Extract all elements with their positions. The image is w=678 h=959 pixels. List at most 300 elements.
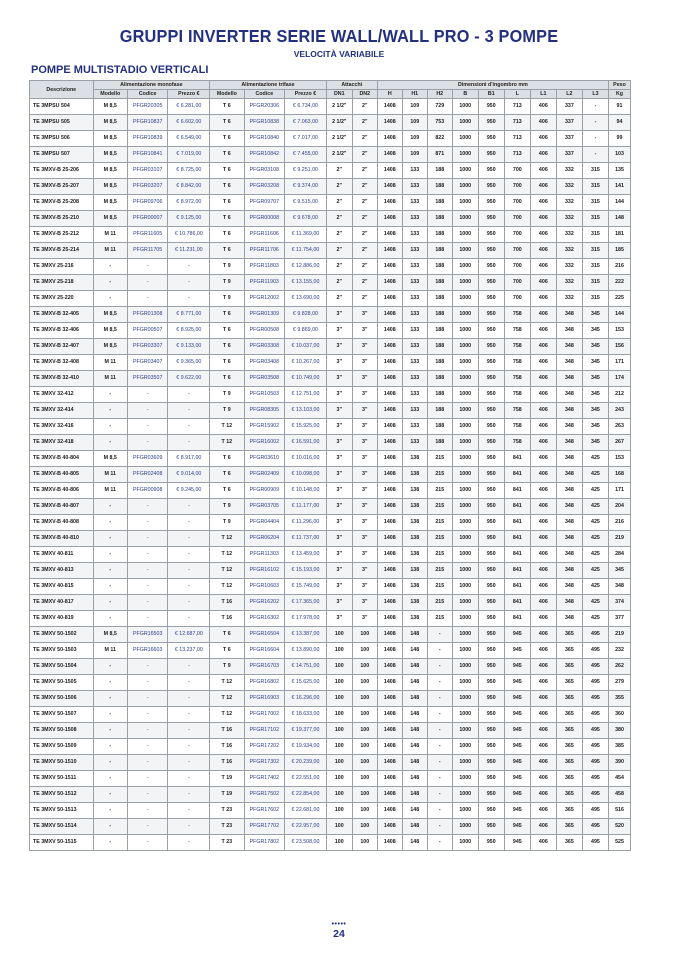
cell-dn2: 100 bbox=[352, 803, 377, 819]
cell-prezzo-tri: € 11.754,00 bbox=[285, 243, 327, 259]
cell-l1: 406 bbox=[530, 99, 556, 115]
cell-prezzo-mono: € 9.014,00 bbox=[168, 467, 210, 483]
cell-h2: 188 bbox=[427, 195, 452, 211]
cell-l2: 332 bbox=[556, 259, 582, 275]
cell-h1: 148 bbox=[402, 675, 427, 691]
cell-peso: 374 bbox=[609, 595, 631, 611]
cell-h1: 148 bbox=[402, 803, 427, 819]
cell-l3: 425 bbox=[582, 515, 608, 531]
cell-l: 841 bbox=[504, 499, 530, 515]
cell-dn1: 2" bbox=[326, 275, 352, 291]
cell-prezzo-tri: € 19.377,00 bbox=[285, 723, 327, 739]
cell-l2: 332 bbox=[556, 291, 582, 307]
cell-modello-tri: T 12 bbox=[210, 531, 244, 547]
cell-prezzo-mono: - bbox=[168, 803, 210, 819]
cell-b1: 950 bbox=[478, 227, 504, 243]
cell-dn1: 3" bbox=[326, 307, 352, 323]
cell-codice-mono: - bbox=[127, 755, 168, 771]
cell-l3: 315 bbox=[582, 227, 608, 243]
cell-prezzo-mono: € 10.786,00 bbox=[168, 227, 210, 243]
cell-peso: 355 bbox=[609, 691, 631, 707]
cell-descrizione: TE 3MPSU 505 bbox=[30, 115, 94, 131]
cell-prezzo-tri: € 11.296,00 bbox=[285, 515, 327, 531]
table-row bbox=[30, 819, 631, 835]
cell-descrizione: TE 3MXV-B 25-208 bbox=[30, 195, 94, 211]
cell-h1: 109 bbox=[402, 131, 427, 147]
table-row bbox=[30, 371, 631, 387]
cell-dn2: 3" bbox=[352, 403, 377, 419]
cell-prezzo-mono: - bbox=[168, 787, 210, 803]
cell-codice-mono: - bbox=[127, 659, 168, 675]
table-row bbox=[30, 323, 631, 339]
cell-dn2: 3" bbox=[352, 579, 377, 595]
cell-l2: 348 bbox=[556, 595, 582, 611]
footer-dots: ••••• bbox=[331, 921, 347, 928]
cell-h: 1408 bbox=[377, 547, 402, 563]
cell-prezzo-tri: € 12.886,00 bbox=[285, 259, 327, 275]
cell-b1: 950 bbox=[478, 467, 504, 483]
cell-codice-tri: PFGR03610 bbox=[244, 451, 285, 467]
cell-l1: 406 bbox=[530, 259, 556, 275]
cell-descrizione: TE 3MXV 25-218 bbox=[30, 275, 94, 291]
cell-l2: 332 bbox=[556, 179, 582, 195]
cell-l1: 406 bbox=[530, 771, 556, 787]
cell-modello-mono: - bbox=[93, 611, 127, 627]
cell-peso: 91 bbox=[609, 99, 631, 115]
cell-l3: 495 bbox=[582, 691, 608, 707]
cell-l3: - bbox=[582, 131, 608, 147]
cell-dn1: 3" bbox=[326, 403, 352, 419]
cell-dn2: 2" bbox=[352, 211, 377, 227]
cell-h: 1408 bbox=[377, 243, 402, 259]
cell-codice-mono: PFGR03609 bbox=[127, 451, 168, 467]
cell-b1: 950 bbox=[478, 419, 504, 435]
cell-h2: 215 bbox=[427, 451, 452, 467]
cell-h: 1408 bbox=[377, 179, 402, 195]
cell-l1: 406 bbox=[530, 355, 556, 371]
cell-h1: 133 bbox=[402, 419, 427, 435]
cell-prezzo-tri: € 22.854,00 bbox=[285, 787, 327, 803]
cell-b: 1000 bbox=[452, 611, 478, 627]
cell-l2: 348 bbox=[556, 307, 582, 323]
cell-l3: - bbox=[582, 99, 608, 115]
cell-b: 1000 bbox=[452, 163, 478, 179]
cell-l: 945 bbox=[504, 787, 530, 803]
cell-descrizione: TE 3MXV-B 32-406 bbox=[30, 323, 94, 339]
cell-peso: 525 bbox=[609, 835, 631, 851]
cell-dn2: 2" bbox=[352, 227, 377, 243]
cell-l2: 348 bbox=[556, 403, 582, 419]
cell-l: 945 bbox=[504, 835, 530, 851]
cell-h1: 109 bbox=[402, 99, 427, 115]
cell-l3: 315 bbox=[582, 291, 608, 307]
cell-l: 713 bbox=[504, 131, 530, 147]
cell-l3: 315 bbox=[582, 243, 608, 259]
table-row bbox=[30, 627, 631, 643]
cell-h: 1408 bbox=[377, 835, 402, 851]
cell-dn2: 3" bbox=[352, 531, 377, 547]
table-row bbox=[30, 179, 631, 195]
cell-prezzo-tri: € 9.374,00 bbox=[285, 179, 327, 195]
cell-codice-tri: PFGR17102 bbox=[244, 723, 285, 739]
cell-prezzo-tri: € 11.369,00 bbox=[285, 227, 327, 243]
cell-descrizione: TE 3MXV 25-216 bbox=[30, 259, 94, 275]
cell-h: 1408 bbox=[377, 419, 402, 435]
cell-modello-mono: M 8,5 bbox=[93, 323, 127, 339]
cell-h: 1408 bbox=[377, 611, 402, 627]
cell-l3: 495 bbox=[582, 835, 608, 851]
cell-h2: 188 bbox=[427, 355, 452, 371]
cell-dn1: 3" bbox=[326, 371, 352, 387]
cell-h1: 109 bbox=[402, 147, 427, 163]
cell-modello-tri: T 19 bbox=[210, 787, 244, 803]
cell-peso: 99 bbox=[609, 131, 631, 147]
cell-codice-mono: PFGR01308 bbox=[127, 307, 168, 323]
cell-l: 841 bbox=[504, 531, 530, 547]
cell-h2: 188 bbox=[427, 435, 452, 451]
cell-dn1: 3" bbox=[326, 595, 352, 611]
cell-prezzo-mono: € 8.725,00 bbox=[168, 163, 210, 179]
cell-prezzo-tri: € 14.751,00 bbox=[285, 659, 327, 675]
cell-prezzo-tri: € 18.633,00 bbox=[285, 707, 327, 723]
cell-l1: 406 bbox=[530, 691, 556, 707]
cell-h2: 215 bbox=[427, 515, 452, 531]
cell-h: 1408 bbox=[377, 467, 402, 483]
cell-h: 1408 bbox=[377, 99, 402, 115]
cell-l3: 345 bbox=[582, 371, 608, 387]
cell-prezzo-tri: € 12.751,00 bbox=[285, 387, 327, 403]
cell-h1: 138 bbox=[402, 563, 427, 579]
cell-descrizione: TE 3MXV 50-1507 bbox=[30, 707, 94, 723]
table-row bbox=[30, 755, 631, 771]
cell-l2: 365 bbox=[556, 835, 582, 851]
cell-h1: 133 bbox=[402, 339, 427, 355]
cell-l3: 315 bbox=[582, 163, 608, 179]
cell-descrizione: TE 3MXV 50-1513 bbox=[30, 803, 94, 819]
cell-l2: 348 bbox=[556, 467, 582, 483]
cell-l3: 495 bbox=[582, 771, 608, 787]
cell-dn1: 3" bbox=[326, 451, 352, 467]
cell-b: 1000 bbox=[452, 291, 478, 307]
cell-modello-tri: T 6 bbox=[210, 323, 244, 339]
cell-l2: 348 bbox=[556, 499, 582, 515]
cell-l: 700 bbox=[504, 259, 530, 275]
cell-h1: 148 bbox=[402, 691, 427, 707]
cell-peso: 267 bbox=[609, 435, 631, 451]
cell-prezzo-tri: € 7.017,00 bbox=[285, 131, 327, 147]
cell-codice-tri: PFGR11903 bbox=[244, 275, 285, 291]
cell-dn2: 100 bbox=[352, 707, 377, 723]
cell-l: 700 bbox=[504, 291, 530, 307]
cell-modello-tri: T 6 bbox=[210, 627, 244, 643]
cell-b1: 950 bbox=[478, 835, 504, 851]
cell-l2: 365 bbox=[556, 643, 582, 659]
cell-modello-mono: M 11 bbox=[93, 243, 127, 259]
cell-l2: 365 bbox=[556, 691, 582, 707]
cell-h: 1408 bbox=[377, 803, 402, 819]
cell-descrizione: TE 3MPSU 506 bbox=[30, 131, 94, 147]
cell-codice-tri: PFGR20306 bbox=[244, 99, 285, 115]
cell-l2: 365 bbox=[556, 819, 582, 835]
cell-codice-tri: PFGR03208 bbox=[244, 179, 285, 195]
cell-h: 1408 bbox=[377, 675, 402, 691]
cell-descrizione: TE 3MXV 50-1502 bbox=[30, 627, 94, 643]
cell-descrizione: TE 3MXV-B 32-405 bbox=[30, 307, 94, 323]
cell-prezzo-mono: € 9.245,00 bbox=[168, 483, 210, 499]
cell-peso: 454 bbox=[609, 771, 631, 787]
cell-l2: 365 bbox=[556, 755, 582, 771]
cell-dn1: 3" bbox=[326, 531, 352, 547]
cell-descrizione: TE 3MXV-B 25-207 bbox=[30, 179, 94, 195]
cell-l: 700 bbox=[504, 179, 530, 195]
cell-codice-tri: PFGR17002 bbox=[244, 707, 285, 723]
cell-h: 1408 bbox=[377, 707, 402, 723]
cell-b: 1000 bbox=[452, 835, 478, 851]
cell-modello-mono: - bbox=[93, 803, 127, 819]
table-header bbox=[30, 81, 631, 99]
cell-l2: 365 bbox=[556, 707, 582, 723]
cell-h: 1408 bbox=[377, 163, 402, 179]
cell-b1: 950 bbox=[478, 483, 504, 499]
cell-h1: 148 bbox=[402, 819, 427, 835]
cell-l3: - bbox=[582, 147, 608, 163]
cell-l2: 348 bbox=[556, 451, 582, 467]
cell-codice-mono: PFGR03307 bbox=[127, 339, 168, 355]
cell-h: 1408 bbox=[377, 195, 402, 211]
cell-l: 758 bbox=[504, 323, 530, 339]
cell-h2: 215 bbox=[427, 547, 452, 563]
cell-dn2: 3" bbox=[352, 307, 377, 323]
cell-codice-tri: PFGR17302 bbox=[244, 755, 285, 771]
cell-b: 1000 bbox=[452, 627, 478, 643]
cell-h: 1408 bbox=[377, 435, 402, 451]
cell-modello-mono: M 8,5 bbox=[93, 179, 127, 195]
cell-peso: 212 bbox=[609, 387, 631, 403]
cell-dn1: 3" bbox=[326, 355, 352, 371]
cell-codice-mono: PFGR10837 bbox=[127, 115, 168, 131]
cell-codice-mono: - bbox=[127, 819, 168, 835]
table-row bbox=[30, 563, 631, 579]
cell-b: 1000 bbox=[452, 723, 478, 739]
cell-dn2: 3" bbox=[352, 547, 377, 563]
cell-l2: 337 bbox=[556, 131, 582, 147]
cell-modello-mono: M 11 bbox=[93, 467, 127, 483]
cell-codice-tri: PFGR11706 bbox=[244, 243, 285, 259]
cell-modello-tri: T 6 bbox=[210, 147, 244, 163]
cell-b: 1000 bbox=[452, 387, 478, 403]
cell-l1: 406 bbox=[530, 179, 556, 195]
cell-codice-tri: PFGR11303 bbox=[244, 547, 285, 563]
cell-modello-tri: T 12 bbox=[210, 691, 244, 707]
cell-l1: 406 bbox=[530, 387, 556, 403]
cell-b1: 950 bbox=[478, 771, 504, 787]
cell-dn2: 3" bbox=[352, 435, 377, 451]
table-row bbox=[30, 595, 631, 611]
cell-prezzo-mono: € 6.549,00 bbox=[168, 131, 210, 147]
cell-l: 713 bbox=[504, 115, 530, 131]
cell-prezzo-mono: € 9.125,00 bbox=[168, 211, 210, 227]
cell-descrizione: TE 3MXV-B 40-807 bbox=[30, 499, 94, 515]
cell-h: 1408 bbox=[377, 499, 402, 515]
table-row bbox=[30, 739, 631, 755]
cell-codice-mono: - bbox=[127, 531, 168, 547]
cell-modello-mono: M 8,5 bbox=[93, 211, 127, 227]
col-codice-tri: Codice bbox=[244, 90, 285, 99]
cell-h1: 148 bbox=[402, 723, 427, 739]
table-row bbox=[30, 675, 631, 691]
cell-descrizione: TE 3MXV 50-1504 bbox=[30, 659, 94, 675]
cell-dn2: 3" bbox=[352, 387, 377, 403]
cell-modello-tri: T 6 bbox=[210, 179, 244, 195]
cell-h2: 188 bbox=[427, 243, 452, 259]
cell-dn2: 3" bbox=[352, 563, 377, 579]
cell-l: 841 bbox=[504, 547, 530, 563]
col-modello-mono: Modello bbox=[93, 90, 127, 99]
cell-l3: 345 bbox=[582, 323, 608, 339]
cell-h: 1408 bbox=[377, 787, 402, 803]
cell-l: 945 bbox=[504, 803, 530, 819]
group-peso: Peso bbox=[609, 81, 631, 90]
cell-dn1: 3" bbox=[326, 467, 352, 483]
cell-b: 1000 bbox=[452, 755, 478, 771]
cell-h: 1408 bbox=[377, 643, 402, 659]
cell-l1: 406 bbox=[530, 339, 556, 355]
cell-peso: 148 bbox=[609, 211, 631, 227]
cell-prezzo-mono: € 11.231,00 bbox=[168, 243, 210, 259]
cell-b1: 950 bbox=[478, 659, 504, 675]
cell-prezzo-mono: - bbox=[168, 659, 210, 675]
cell-l3: 495 bbox=[582, 723, 608, 739]
group-attacchi: Attacchi bbox=[326, 81, 377, 90]
cell-prezzo-tri: € 10.749,00 bbox=[285, 371, 327, 387]
col-b1: B1 bbox=[478, 90, 504, 99]
cell-l: 700 bbox=[504, 275, 530, 291]
cell-descrizione: TE 3MXV 50-1509 bbox=[30, 739, 94, 755]
cell-dn2: 2" bbox=[352, 131, 377, 147]
cell-l2: 365 bbox=[556, 723, 582, 739]
cell-dn2: 100 bbox=[352, 787, 377, 803]
cell-b1: 950 bbox=[478, 643, 504, 659]
cell-l3: 425 bbox=[582, 483, 608, 499]
cell-h2: 215 bbox=[427, 563, 452, 579]
cell-codice-mono: - bbox=[127, 259, 168, 275]
cell-l: 758 bbox=[504, 403, 530, 419]
table-row bbox=[30, 611, 631, 627]
cell-prezzo-tri: € 15.925,00 bbox=[285, 419, 327, 435]
cell-l2: 365 bbox=[556, 659, 582, 675]
cell-dn1: 3" bbox=[326, 483, 352, 499]
cell-h2: 822 bbox=[427, 131, 452, 147]
cell-b1: 950 bbox=[478, 291, 504, 307]
cell-prezzo-tri: € 10.267,00 bbox=[285, 355, 327, 371]
cell-descrizione: TE 3MXV 50-1505 bbox=[30, 675, 94, 691]
cell-h2: - bbox=[427, 771, 452, 787]
cell-l3: 495 bbox=[582, 675, 608, 691]
cell-dn2: 2" bbox=[352, 99, 377, 115]
cell-h2: - bbox=[427, 739, 452, 755]
cell-peso: 263 bbox=[609, 419, 631, 435]
table-row bbox=[30, 643, 631, 659]
cell-dn1: 2" bbox=[326, 211, 352, 227]
cell-l1: 406 bbox=[530, 739, 556, 755]
cell-h: 1408 bbox=[377, 131, 402, 147]
cell-modello-mono: - bbox=[93, 419, 127, 435]
cell-peso: 279 bbox=[609, 675, 631, 691]
cell-codice-tri: PFGR16604 bbox=[244, 643, 285, 659]
cell-h1: 133 bbox=[402, 211, 427, 227]
cell-peso: 153 bbox=[609, 323, 631, 339]
cell-h1: 133 bbox=[402, 307, 427, 323]
table-row bbox=[30, 403, 631, 419]
table-row bbox=[30, 547, 631, 563]
cell-h1: 138 bbox=[402, 499, 427, 515]
cell-l: 758 bbox=[504, 355, 530, 371]
cell-codice-tri: PFGR10603 bbox=[244, 579, 285, 595]
cell-descrizione: TE 3MXV 32-412 bbox=[30, 387, 94, 403]
cell-prezzo-tri: € 13.155,00 bbox=[285, 275, 327, 291]
cell-l3: 345 bbox=[582, 435, 608, 451]
cell-dn1: 100 bbox=[326, 659, 352, 675]
cell-b: 1000 bbox=[452, 691, 478, 707]
cell-modello-mono: - bbox=[93, 531, 127, 547]
cell-l1: 406 bbox=[530, 227, 556, 243]
cell-peso: 135 bbox=[609, 163, 631, 179]
cell-codice-tri: PFGR10840 bbox=[244, 131, 285, 147]
cell-h1: 148 bbox=[402, 835, 427, 851]
cell-dn2: 2" bbox=[352, 243, 377, 259]
cell-dn1: 3" bbox=[326, 563, 352, 579]
cell-modello-mono: - bbox=[93, 739, 127, 755]
cell-l3: - bbox=[582, 115, 608, 131]
cell-h2: 188 bbox=[427, 419, 452, 435]
cell-prezzo-mono: - bbox=[168, 595, 210, 611]
cell-prezzo-mono: € 8.771,00 bbox=[168, 307, 210, 323]
cell-prezzo-tri: € 7.063,00 bbox=[285, 115, 327, 131]
page-number: 24 bbox=[333, 928, 345, 940]
cell-b1: 950 bbox=[478, 275, 504, 291]
cell-prezzo-mono: € 12.687,00 bbox=[168, 627, 210, 643]
cell-l: 945 bbox=[504, 723, 530, 739]
table-row bbox=[30, 163, 631, 179]
cell-descrizione: TE 3MXV-B 25-214 bbox=[30, 243, 94, 259]
cell-l: 841 bbox=[504, 595, 530, 611]
cell-h1: 138 bbox=[402, 611, 427, 627]
cell-l2: 348 bbox=[556, 531, 582, 547]
cell-dn2: 2" bbox=[352, 147, 377, 163]
cell-prezzo-mono: € 6.602,00 bbox=[168, 115, 210, 131]
table-row bbox=[30, 387, 631, 403]
cell-h1: 138 bbox=[402, 451, 427, 467]
cell-l: 700 bbox=[504, 227, 530, 243]
cell-l1: 406 bbox=[530, 515, 556, 531]
cell-peso: 222 bbox=[609, 275, 631, 291]
table-row bbox=[30, 275, 631, 291]
cell-h2: - bbox=[427, 755, 452, 771]
cell-b: 1000 bbox=[452, 643, 478, 659]
cell-modello-tri: T 16 bbox=[210, 755, 244, 771]
table-row bbox=[30, 467, 631, 483]
cell-h1: 133 bbox=[402, 371, 427, 387]
cell-prezzo-tri: € 10.098,00 bbox=[285, 467, 327, 483]
cell-codice-mono: PFGR16503 bbox=[127, 627, 168, 643]
group-trifase: Alimentazione trifase bbox=[210, 81, 327, 90]
cell-h1: 148 bbox=[402, 755, 427, 771]
cell-b1: 950 bbox=[478, 627, 504, 643]
cell-h: 1408 bbox=[377, 563, 402, 579]
cell-descrizione: TE 3MXV 32-418 bbox=[30, 435, 94, 451]
cell-b: 1000 bbox=[452, 243, 478, 259]
cell-h1: 138 bbox=[402, 595, 427, 611]
